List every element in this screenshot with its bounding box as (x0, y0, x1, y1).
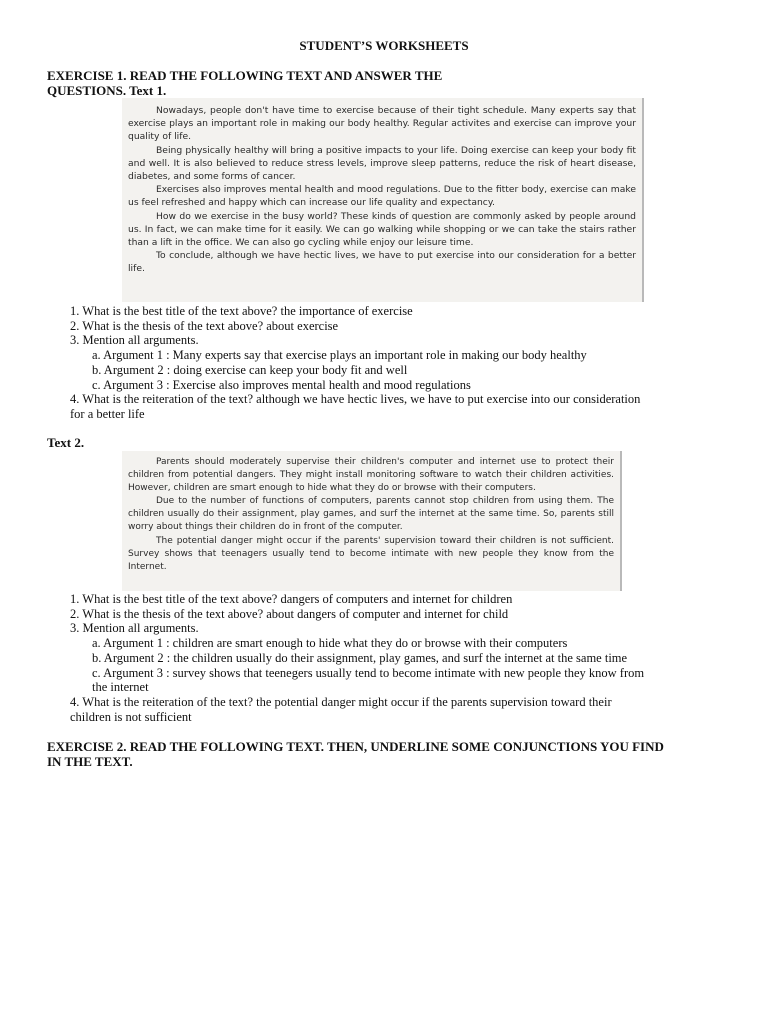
text-1-paragraph: To conclude, although we have hectic lives, we have to put exercise into our consideration for a better life. (128, 250, 636, 275)
text-2-argument-a: a. Argument 1 : children are smart enough to hide what they do or browse with their computers (92, 636, 568, 651)
text-2-argument-c-continued: the internet (92, 680, 149, 695)
text-2-paragraph: Parents should moderately supervise their children's computer and internet use to protect their children from potential dangers. They might install monitoring software to watch their children activities. However, children are smart enough to hide what they do or browse with their computers. (128, 457, 614, 494)
text-1-argument-a: a. Argument 1 : Many experts say that exercise plays an important role in making our body healthy (92, 348, 587, 363)
exercise-1-heading-line1: EXERCISE 1. READ THE FOLLOWING TEXT AND ANSWER THE (47, 68, 443, 83)
text-2-question-3: 3. Mention all arguments. (70, 621, 199, 636)
text-2-paragraph: Due to the number of functions of computers, parents cannot stop children from using them. The children usually do their assignment, play games, and surf the internet at the same time. So, parents still worry about things their children do in front of the computer. (128, 496, 614, 533)
text-2-question-4: 4. What is the reiteration of the text? the potential danger might occur if the parents supervision toward their (70, 694, 612, 709)
exercise-2-heading (47, 739, 737, 769)
text-1-question-3: 3. Mention all arguments. (70, 333, 199, 348)
text-1-paragraph: Being physically healthy will bring a positive impacts to your life. Doing exercise can keep your body fit and well. It is also believed to reduce stress levels, improve sleep patterns, reduce the risk of heart disease, diabetes, and some forms of cancer. (128, 144, 636, 183)
exercise-1-heading-line2: QUESTIONS. Text 1. (47, 83, 167, 98)
text-2-argument-b: b. Argument 2 : the children usually do their assignment, play games, and surf the internet at the same time (92, 650, 628, 665)
exercise-1-heading (47, 68, 737, 98)
text-1-scan (122, 98, 644, 302)
text-2-question-2: 2. What is the thesis of the text above? about dangers of computer and internet for child (70, 606, 509, 621)
text-1-question-1: 1. What is the best title of the text above? the importance of exercise (70, 304, 413, 318)
text-1-question-2: 2. What is the thesis of the text above? about exercise (70, 318, 339, 333)
text-1-paragraph: How do we exercise in the busy world? These kinds of question are commonly asked by people around us. In fact, we can make time for it easily. We can go walking while shopping or we can take the stairs rather than a lift in the office. We can also go cycling while enjoy our leisure time. (128, 210, 636, 249)
page-title: STUDENT’S WORKSHEETS (299, 38, 469, 53)
text-1-paragraph: Exercises also improves mental health and mood regulations. Due to the fitter body, exercise can make us feel refreshed and happy which can increase our life quality and expectancy. (128, 184, 636, 209)
exercise-2-heading-line2: IN THE TEXT. (47, 754, 133, 769)
exercise-2-heading-line1: EXERCISE 2. READ THE FOLLOWING TEXT. THEN, UNDERLINE SOME CONJUNCTIONS YOU FIND (47, 739, 664, 754)
text-1-questions (70, 304, 730, 422)
text-2-question-1: 1. What is the best title of the text above? dangers of computers and internet for children (70, 592, 513, 606)
text-2-question-4-continued: children is not sufficient (70, 709, 192, 724)
text-2-scan (122, 451, 622, 591)
text-1-question-4-continued: for a better life (70, 406, 145, 421)
text-1-question-4: 4. What is the reiteration of the text? although we have hectic lives, we have to put exercise into our consideration (70, 392, 641, 407)
text-2-argument-c: c. Argument 3 : survey shows that teenegers usually tend to become intimate with new people they know from (92, 665, 645, 680)
text-2-paragraph: The potential danger might occur if the parents' supervision toward their children is not sufficient. Survey shows that teenagers usually tend to become intimate with new people they know from the Internet. (128, 535, 614, 572)
text-1-paragraph: Nowadays, people don't have time to exercise because of their tight schedule. Many experts say that exercise plays an important role in making our body healthy. Regular activites and exercise can improve your quality of life. (128, 105, 636, 143)
text-2-questions (70, 592, 730, 724)
text-2-label: Text 2. (47, 435, 85, 450)
text-1-argument-b: b. Argument 2 : doing exercise can keep your body fit and well (92, 362, 408, 377)
text-1-argument-c: c. Argument 3 : Exercise also improves mental health and mood regulations (92, 377, 471, 392)
